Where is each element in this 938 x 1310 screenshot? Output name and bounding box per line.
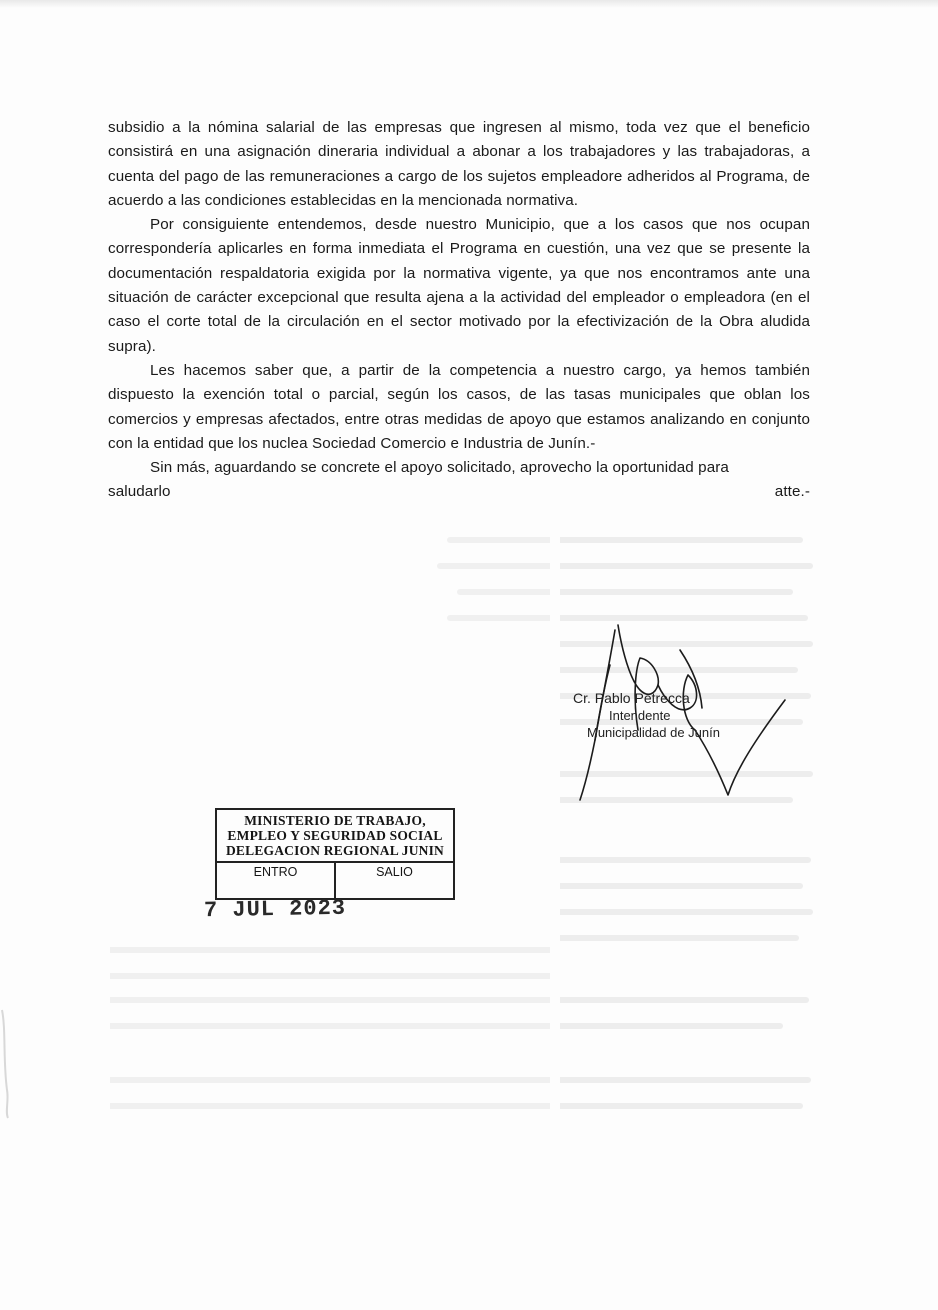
closing-atte: atte.- bbox=[774, 483, 810, 501]
paragraph-1: subsidio a la nómina salarial de las empresas que ingresen al mismo, toda vez que el beneficio consistirá en una asignación dineraria individual a abonar a los trabajadores y las trabajadoras, a cuenta del pago de las remuneraciones a cargo de los sujetos empleadore adheridos al Programa, de acuerdo a las condiciones establecidas en la mencionada normativa. bbox=[108, 119, 810, 209]
paragraph-2: Por consiguiente entendemos, desde nuestro Municipio, que a los casos que nos ocupan correspondería aplicarles en forma inmediata el Programa en cuestión, una vez que se presente la documentación respaldatoria exigida por la normativa vigente, ya que nos encontramos ante una situación de carácter excepcional que resulta ajena a la actividad del empleador o empleadora (en el caso el corte total de la circulación en el sector motivado por la efectivización de la Obra aludida supra). bbox=[108, 216, 810, 355]
closing-line bbox=[108, 480, 810, 504]
paragraph-4: Sin más, aguardando se concrete el apoyo solicitado, aprovecho la oportunidad para bbox=[150, 459, 729, 477]
signature-block bbox=[573, 690, 720, 741]
scan-top-edge bbox=[0, 0, 938, 8]
stamp-line-1: MINISTERIO DE TRABAJO, bbox=[244, 813, 426, 828]
stamp-header bbox=[217, 810, 453, 858]
scan-edge-mark bbox=[0, 1000, 14, 1120]
received-date-stamp: 7 JUL 2023 bbox=[203, 895, 347, 924]
signatory-organization: Municipalidad de Junín bbox=[587, 725, 720, 740]
stamp-columns bbox=[217, 861, 453, 900]
signatory-name: Cr. Pablo Petrecca bbox=[573, 690, 690, 706]
stamp-col-entro: ENTRO bbox=[253, 865, 298, 879]
closing-salutation: saludarlo bbox=[108, 483, 171, 501]
reception-stamp bbox=[215, 808, 455, 900]
stamp-line-3: DELEGACION REGIONAL JUNIN bbox=[225, 843, 445, 858]
signatory-title: Intendente bbox=[609, 708, 671, 723]
stamp-col-salio: SALIO bbox=[334, 863, 453, 900]
letter-body bbox=[108, 116, 810, 505]
stamp-line-2: EMPLEO Y SEGURIDAD SOCIAL bbox=[227, 828, 443, 843]
paragraph-3: Les hacemos saber que, a partir de la competencia a nuestro cargo, ya hemos también dispuesto la exención total o parcial, según los casos, de las tasas municipales que oblan los comercios y empresas afectados, entre otras medidas de apoyo que estamos analizando en conjunto con la entidad que los nuclea Sociedad Comercio e Industria de Junín.- bbox=[108, 361, 810, 452]
